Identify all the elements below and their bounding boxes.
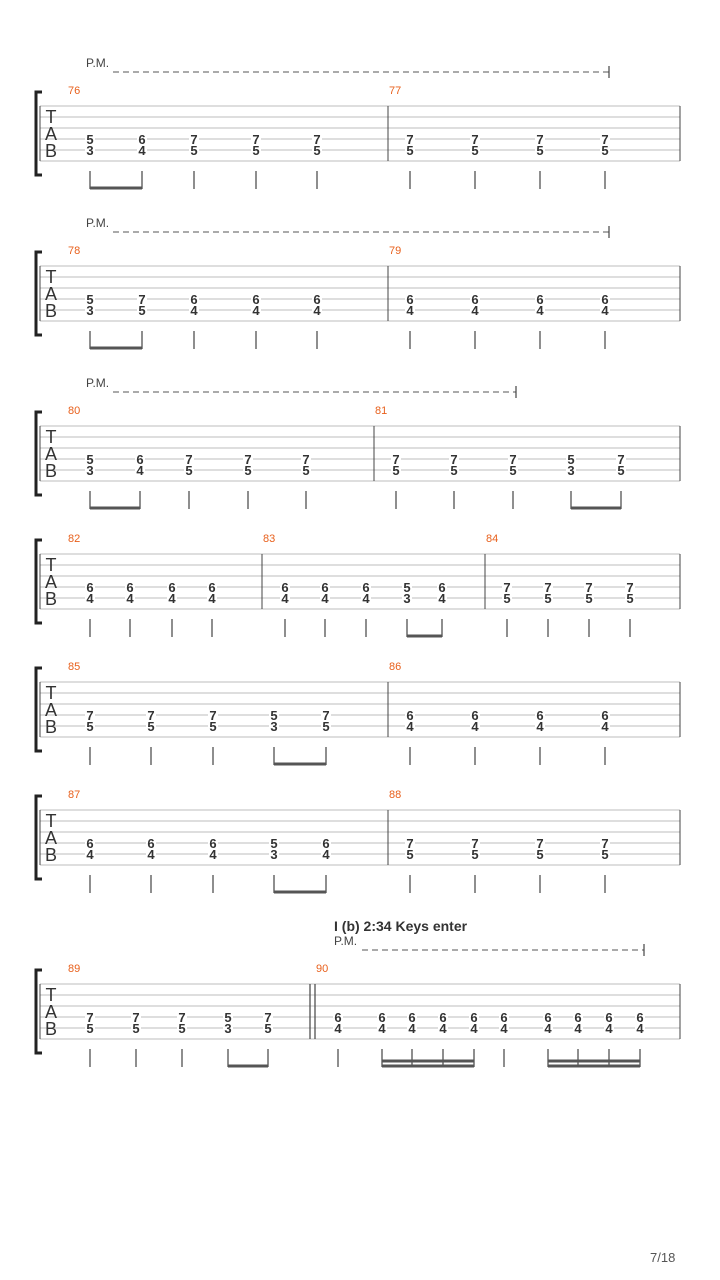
fret-number: 5 — [270, 836, 278, 851]
fret-number: 6 — [471, 708, 479, 723]
fret-number: 5 — [264, 1021, 272, 1036]
fret-number: 4 — [500, 1021, 508, 1036]
fret-number: 7 — [406, 836, 414, 851]
fret-number: 7 — [302, 452, 310, 467]
measure-number: 87 — [68, 789, 81, 801]
tab-clef-letter: B — [44, 1019, 58, 1039]
fret-number: 7 — [406, 132, 414, 147]
fret-number: 6 — [86, 580, 94, 595]
fret-number: 4 — [536, 719, 544, 734]
fret-number: 5 — [503, 591, 511, 606]
fret-number: 7 — [585, 580, 593, 595]
measure-number: 80 — [68, 405, 81, 417]
fret-number: 3 — [86, 463, 94, 478]
tab-clef-letter: T — [45, 427, 57, 447]
fret-number: 4 — [362, 591, 370, 606]
fret-number: 5 — [585, 591, 593, 606]
fret-number: 5 — [601, 847, 609, 862]
tab-clef-letter: B — [44, 301, 58, 321]
measure-number: 79 — [389, 245, 402, 257]
fret-number: 3 — [270, 719, 278, 734]
fret-number: 5 — [178, 1021, 186, 1036]
fret-number: 7 — [471, 836, 479, 851]
fret-number: 4 — [252, 303, 260, 318]
section-marker: I (b) 2:34 Keys enter — [334, 918, 468, 934]
fret-number: 4 — [470, 1021, 478, 1036]
measure-number: 83 — [263, 533, 276, 545]
fret-number: 7 — [503, 580, 511, 595]
measure-number: 81 — [375, 405, 388, 417]
fret-number: 6 — [439, 1010, 447, 1025]
fret-number: 7 — [178, 1010, 186, 1025]
fret-number: 4 — [321, 591, 329, 606]
system-bracket — [36, 970, 42, 1053]
system-bracket — [36, 92, 42, 175]
fret-number: 5 — [450, 463, 458, 478]
fret-number: 5 — [544, 591, 552, 606]
fret-number: 5 — [224, 1010, 232, 1025]
tab-clef-letter: A — [44, 284, 58, 304]
note-beam — [382, 1065, 474, 1068]
tab-clef-letter: T — [45, 683, 57, 703]
fret-number: 4 — [601, 303, 609, 318]
tab-clef-letter: A — [44, 124, 58, 144]
fret-number: 4 — [471, 719, 479, 734]
measure-number: 90 — [316, 963, 329, 975]
fret-number: 5 — [270, 708, 278, 723]
fret-number: 5 — [406, 143, 414, 158]
fret-number: 5 — [209, 719, 217, 734]
fret-number: 7 — [601, 132, 609, 147]
fret-number: 6 — [601, 708, 609, 723]
fret-number: 5 — [471, 847, 479, 862]
tab-clef-letter: T — [45, 107, 57, 127]
fret-number: 7 — [138, 292, 146, 307]
fret-number: 5 — [509, 463, 517, 478]
fret-number: 4 — [574, 1021, 582, 1036]
palm-mute-label: P.M. — [86, 376, 110, 390]
fret-number: 4 — [471, 303, 479, 318]
fret-number: 7 — [450, 452, 458, 467]
fret-number: 6 — [601, 292, 609, 307]
fret-number: 6 — [321, 580, 329, 595]
measure-number: 76 — [68, 85, 81, 97]
note-beam — [407, 635, 442, 638]
fret-number: 5 — [601, 143, 609, 158]
measure-number: 89 — [68, 963, 81, 975]
fret-number: 6 — [190, 292, 198, 307]
measure-number: 85 — [68, 661, 81, 673]
fret-number: 5 — [138, 303, 146, 318]
tab-clef-letter: T — [45, 811, 57, 831]
fret-number: 6 — [147, 836, 155, 851]
measure-number: 77 — [389, 85, 402, 97]
system-bracket — [36, 796, 42, 879]
fret-number: 4 — [378, 1021, 386, 1036]
fret-number: 5 — [617, 463, 625, 478]
fret-number: 6 — [378, 1010, 386, 1025]
tab-clef-letter: A — [44, 572, 58, 592]
note-beam — [90, 347, 142, 350]
fret-number: 5 — [86, 452, 94, 467]
fret-number: 4 — [544, 1021, 552, 1036]
palm-mute-label: P.M. — [334, 934, 358, 948]
fret-number: 7 — [544, 580, 552, 595]
fret-number: 7 — [185, 452, 193, 467]
fret-number: 7 — [190, 132, 198, 147]
fret-number: 4 — [136, 463, 144, 478]
note-beam — [274, 891, 326, 894]
fret-number: 6 — [574, 1010, 582, 1025]
fret-number: 5 — [252, 143, 260, 158]
fret-number: 5 — [392, 463, 400, 478]
fret-number: 5 — [471, 143, 479, 158]
fret-number: 5 — [86, 292, 94, 307]
fret-number: 4 — [86, 847, 94, 862]
fret-number: 7 — [86, 1010, 94, 1025]
fret-number: 5 — [190, 143, 198, 158]
fret-number: 7 — [244, 452, 252, 467]
fret-number: 6 — [209, 836, 217, 851]
fret-number: 7 — [536, 836, 544, 851]
fret-number: 6 — [334, 1010, 342, 1025]
fret-number: 7 — [264, 1010, 272, 1025]
fret-number: 5 — [132, 1021, 140, 1036]
fret-number: 3 — [567, 463, 575, 478]
fret-number: 6 — [281, 580, 289, 595]
fret-number: 6 — [126, 580, 134, 595]
fret-number: 6 — [86, 836, 94, 851]
fret-number: 4 — [406, 303, 414, 318]
fret-number: 5 — [403, 580, 411, 595]
palm-mute-label: P.M. — [86, 216, 110, 230]
fret-number: 4 — [438, 591, 446, 606]
fret-number: 7 — [626, 580, 634, 595]
fret-number: 6 — [208, 580, 216, 595]
note-beam — [571, 507, 621, 510]
fret-number: 6 — [500, 1010, 508, 1025]
system-bracket — [36, 412, 42, 495]
fret-number: 7 — [147, 708, 155, 723]
fret-number: 5 — [313, 143, 321, 158]
fret-number: 6 — [362, 580, 370, 595]
fret-number: 6 — [136, 452, 144, 467]
fret-number: 7 — [536, 132, 544, 147]
fret-number: 6 — [544, 1010, 552, 1025]
note-beam — [548, 1065, 640, 1068]
fret-number: 4 — [168, 591, 176, 606]
fret-number: 7 — [252, 132, 260, 147]
fret-number: 5 — [86, 719, 94, 734]
fret-number: 3 — [270, 847, 278, 862]
tab-clef-letter: A — [44, 828, 58, 848]
fret-number: 6 — [605, 1010, 613, 1025]
fret-number: 4 — [408, 1021, 416, 1036]
fret-number: 5 — [536, 847, 544, 862]
fret-number: 3 — [86, 303, 94, 318]
fret-number: 6 — [636, 1010, 644, 1025]
fret-number: 4 — [281, 591, 289, 606]
fret-number: 5 — [322, 719, 330, 734]
fret-number: 7 — [509, 452, 517, 467]
system-bracket — [36, 540, 42, 623]
fret-number: 6 — [322, 836, 330, 851]
fret-number: 6 — [471, 292, 479, 307]
fret-number: 5 — [626, 591, 634, 606]
tab-clef-letter: B — [44, 141, 58, 161]
tab-clef-letter: T — [45, 555, 57, 575]
fret-number: 3 — [86, 143, 94, 158]
tab-clef-letter: A — [44, 700, 58, 720]
fret-number: 7 — [617, 452, 625, 467]
tab-clef-letter: B — [44, 461, 58, 481]
note-beam — [548, 1060, 640, 1063]
fret-number: 6 — [252, 292, 260, 307]
fret-number: 6 — [406, 292, 414, 307]
fret-number: 6 — [536, 708, 544, 723]
tab-clef-letter: T — [45, 985, 57, 1005]
tab-clef-letter: A — [44, 1002, 58, 1022]
fret-number: 4 — [636, 1021, 644, 1036]
fret-number: 4 — [439, 1021, 447, 1036]
fret-number: 7 — [132, 1010, 140, 1025]
fret-number: 7 — [601, 836, 609, 851]
fret-number: 4 — [147, 847, 155, 862]
fret-number: 7 — [86, 708, 94, 723]
tab-clef-letter: T — [45, 267, 57, 287]
fret-number: 5 — [567, 452, 575, 467]
system-bracket — [36, 252, 42, 335]
tab-clef-letter: A — [44, 444, 58, 464]
fret-number: 4 — [313, 303, 321, 318]
fret-number: 5 — [244, 463, 252, 478]
fret-number: 5 — [86, 132, 94, 147]
fret-number: 6 — [470, 1010, 478, 1025]
fret-number: 6 — [168, 580, 176, 595]
note-beam — [228, 1065, 268, 1068]
fret-number: 4 — [209, 847, 217, 862]
fret-number: 5 — [406, 847, 414, 862]
note-beam — [382, 1060, 474, 1063]
measure-number: 84 — [486, 533, 499, 545]
fret-number: 7 — [471, 132, 479, 147]
note-beam — [90, 507, 140, 510]
tab-clef-letter: B — [44, 717, 58, 737]
tab-clef-letter: B — [44, 589, 58, 609]
tab-clef-letter: B — [44, 845, 58, 865]
palm-mute-label: P.M. — [86, 56, 110, 70]
fret-number: 6 — [408, 1010, 416, 1025]
system-bracket — [36, 668, 42, 751]
fret-number: 4 — [86, 591, 94, 606]
fret-number: 5 — [302, 463, 310, 478]
fret-number: 7 — [392, 452, 400, 467]
fret-number: 5 — [536, 143, 544, 158]
measure-number: 88 — [389, 789, 402, 801]
fret-number: 7 — [313, 132, 321, 147]
note-beam — [274, 763, 326, 766]
fret-number: 6 — [438, 580, 446, 595]
page-number: 7/18 — [650, 1250, 676, 1265]
fret-number: 6 — [406, 708, 414, 723]
fret-number: 5 — [185, 463, 193, 478]
fret-number: 5 — [147, 719, 155, 734]
fret-number: 4 — [138, 143, 146, 158]
fret-number: 3 — [403, 591, 411, 606]
measure-number: 82 — [68, 533, 81, 545]
fret-number: 6 — [313, 292, 321, 307]
fret-number: 7 — [322, 708, 330, 723]
fret-number: 4 — [601, 719, 609, 734]
measure-number: 78 — [68, 245, 81, 257]
fret-number: 4 — [334, 1021, 342, 1036]
fret-number: 4 — [190, 303, 198, 318]
fret-number: 5 — [86, 1021, 94, 1036]
measure-number: 86 — [389, 661, 402, 673]
fret-number: 4 — [536, 303, 544, 318]
fret-number: 4 — [126, 591, 134, 606]
fret-number: 7 — [209, 708, 217, 723]
fret-number: 4 — [605, 1021, 613, 1036]
fret-number: 4 — [322, 847, 330, 862]
fret-number: 4 — [406, 719, 414, 734]
fret-number: 4 — [208, 591, 216, 606]
fret-number: 6 — [536, 292, 544, 307]
fret-number: 6 — [138, 132, 146, 147]
note-beam — [90, 187, 142, 190]
fret-number: 3 — [224, 1021, 232, 1036]
